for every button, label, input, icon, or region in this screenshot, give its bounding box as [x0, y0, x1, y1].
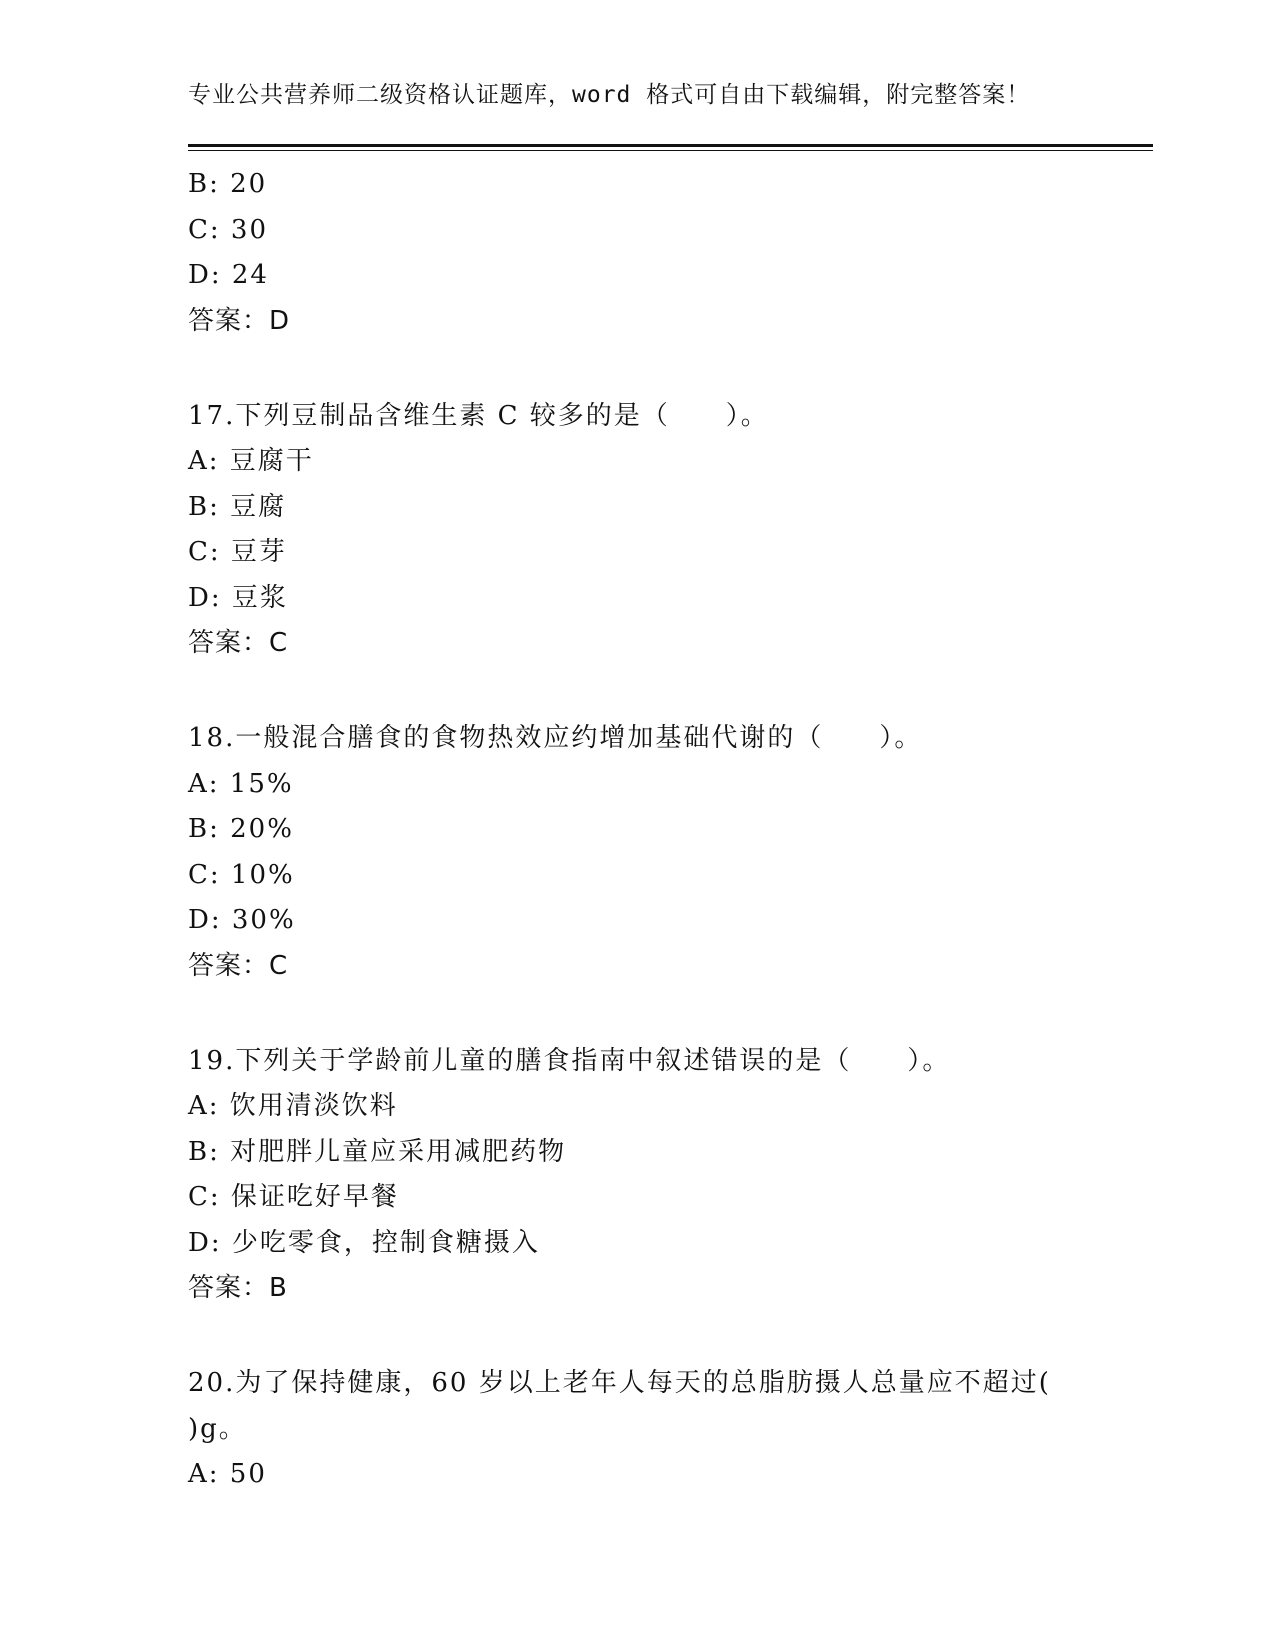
- option-d: D: 豆浆: [188, 582, 288, 613]
- option-a: A: 饮用清淡饮料: [188, 1091, 398, 1121]
- option-c: C: 豆芽: [188, 537, 287, 567]
- answer: 答案：D: [188, 305, 291, 336]
- option-d: D: 30%: [188, 905, 296, 935]
- header-rule-thin: [188, 150, 1153, 151]
- question-17: [188, 394, 1138, 666]
- question-stem: 17.下列豆制品含维生素 C 较多的是（ ）。: [188, 400, 769, 431]
- question-stem-line-2: )g。: [188, 1413, 247, 1444]
- question-20: [188, 1361, 1138, 1498]
- question-stem-line-1: 20.为了保持健康，60 岁以上老年人每天的总脂肪摄人总量应不超过(: [188, 1368, 1051, 1398]
- answer: 答案：B: [188, 1273, 288, 1303]
- answer: 答案：C: [188, 628, 289, 658]
- question-list: [188, 162, 1138, 1498]
- page-header: 专业公共营养师二级资格认证题库，word 格式可自由下载编辑，附完整答案！: [188, 82, 1031, 108]
- question-stem: 19.下列关于学龄前儿童的膳食指南中叙述错误的是（ ）。: [188, 1045, 951, 1076]
- header-rule-thick: [188, 144, 1153, 147]
- question-stem: 18.一般混合膳食的食物热效应约增加基础代谢的（ ）。: [188, 723, 923, 753]
- question-16-continued: [188, 162, 1138, 343]
- option-d: D: 少吃零食，控制食糖摄入: [188, 1227, 540, 1258]
- answer: 答案：C: [188, 950, 289, 981]
- option-a: A: 15%: [188, 768, 294, 799]
- option-c: C: 保证吃好早餐: [188, 1182, 399, 1212]
- option-a: A: 50: [188, 1459, 267, 1489]
- option-b: B: 对肥胖儿童应采用减肥药物: [188, 1136, 567, 1167]
- option-b: B: 豆腐: [188, 491, 287, 522]
- option-b: B: 20%: [188, 814, 294, 844]
- question-19: [188, 1039, 1138, 1311]
- option-d: D: 24: [188, 260, 269, 290]
- option-c: C: 30: [188, 214, 269, 245]
- option-a: A: 豆腐干: [188, 446, 314, 476]
- option-b: B: 20: [188, 169, 268, 199]
- question-18: [188, 716, 1138, 988]
- option-c: C: 10%: [188, 859, 295, 890]
